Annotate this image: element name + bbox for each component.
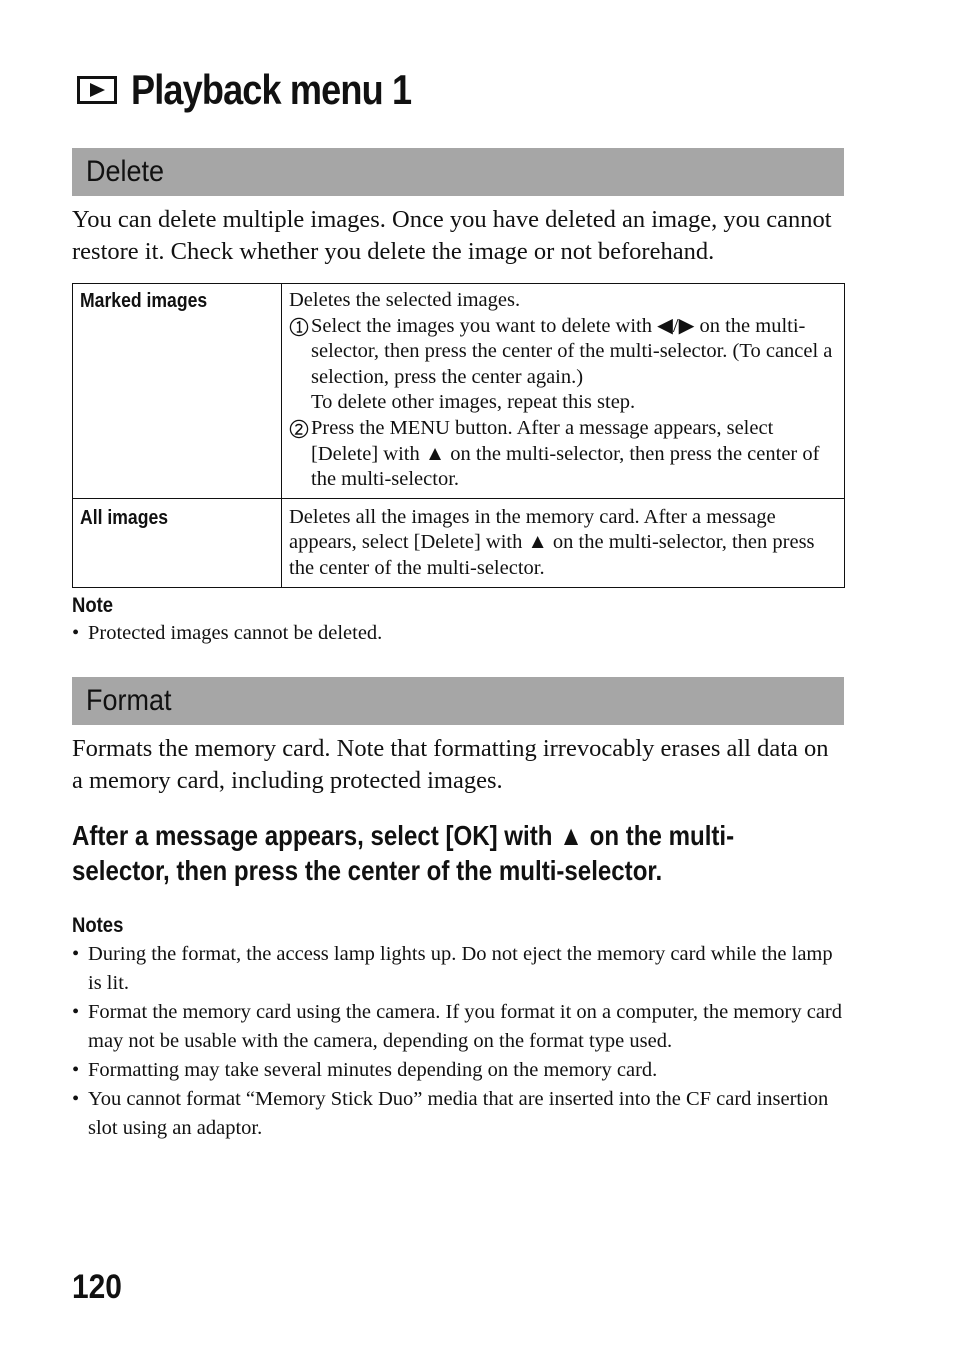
step-2-text: Press the MENU button. After a message appears, select [Delete] with ▲ on the multi-selector, then press the center of the multi-selector. [311,416,820,491]
page-number: 120 [72,1268,122,1306]
bullet-icon: • [72,943,80,965]
list-item [72,1085,847,1143]
option-description-cell [282,498,845,587]
option-description-cell [282,284,845,499]
option-label: Marked images [80,290,208,312]
delete-intro: You can delete multiple images. Once you have deleted an image, you cannot restore it. Check whether you delete the image or not beforehand. [72,206,832,265]
note-text: You cannot format “Memory Stick Duo” media that are inserted into the CF card insertion slot using an adaptor. [88,1088,829,1139]
circled-2-icon [289,416,311,493]
circled-1-icon [289,314,311,416]
playback-icon [77,76,117,104]
delete-notes-list [72,619,847,648]
bullet-icon: • [72,622,80,644]
format-instruction: After a message appears, select [OK] with ▲ on the multi-selector, then press the center of the multi-selector. [72,820,735,886]
format-notes-list [72,940,847,1143]
bullet-icon: • [72,1059,80,1081]
option-label-cell [73,498,282,587]
list-item [72,998,847,1056]
list-item [72,619,847,648]
bullet-icon: • [72,1001,80,1023]
step-1 [289,314,837,416]
notes-heading: Notes [72,914,124,937]
title-row [77,62,457,118]
list-item [72,940,847,998]
section-heading-delete [72,148,844,196]
section-heading-delete-text: Delete [86,155,165,188]
option-lead-text: Deletes all the images in the memory card. After a message appears, select [Delete] with ▲ on the multi-selector, then press the center of the multi-selector. [289,505,815,579]
option-lead-text: Deletes the selected images. [289,289,521,311]
delete-options-table [72,283,845,588]
note-text: Protected images cannot be deleted. [88,622,383,644]
step-1-text [311,314,837,416]
table-row [73,284,845,499]
option-label: All images [80,506,169,529]
step-1-extra: To delete other images, repeat this step. [311,391,636,414]
bullet-icon: • [72,1088,80,1110]
section-heading-format-text: Format [86,684,172,717]
step-1-main: Select the images you want to delete with ◀/▶ on the multi-selector, then press the center of the multi-selector. (To cancel a selection, press the center again.) [311,314,833,388]
option-label-cell [73,284,282,499]
table-row [73,498,845,587]
note-heading: Note [72,594,114,617]
note-text: Format the memory card using the camera. If you format it on a computer, the memory card may not be usable with the camera, depending on the format type used. [88,1001,843,1052]
section-heading-format [72,677,844,725]
format-intro: Formats the memory card. Note that formatting irrevocably erases all data on a memory card, including protected images. [72,735,829,794]
note-text: During the format, the access lamp lights up. Do not eject the memory card while the lamp is lit. [88,943,833,994]
page-title: Playback menu 1 [131,66,412,113]
list-item [72,1056,847,1085]
step-2 [289,416,837,493]
note-text: Formatting may take several minutes depending on the memory card. [88,1059,658,1081]
